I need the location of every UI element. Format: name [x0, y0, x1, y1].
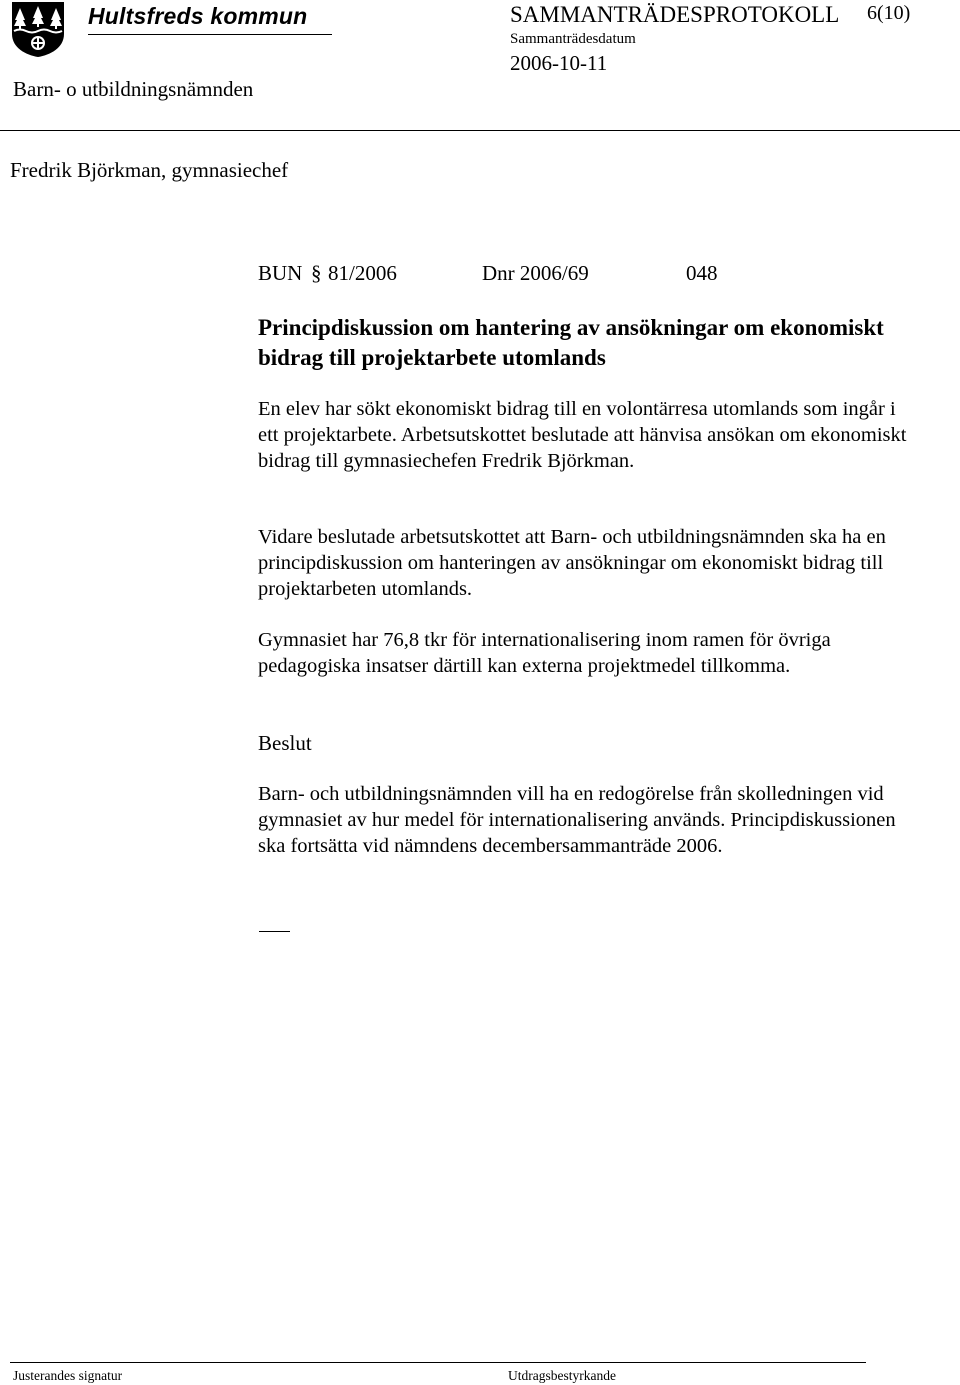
body-paragraph: En elev har sökt ekonomiskt bidrag till en volontärresa utomlands som ingår i ett projektarbete. Arbetsutskottet beslutade att hänvisa ansökan om ekonomiskt bidrag till gymnasiechefen Fredrik Björkman. — [258, 398, 907, 472]
paragraph-sign: § — [311, 261, 322, 285]
municipality-underline — [88, 34, 332, 35]
page-number: 6(10) — [867, 2, 911, 24]
case-code: 048 — [686, 261, 718, 285]
body-paragraph: Vidare beslutade arbetsutskottet att Barn- och utbildningsnämnden ska ha en principdiskussion om hanteringen av ansökningar om ekonomiskt bidrag till projektarbeten utomlands. — [258, 526, 886, 600]
case-reference — [258, 261, 758, 287]
attendee-line: Fredrik Björkman, gymnasiechef — [10, 158, 289, 182]
body-paragraph: Gymnasiet har 76,8 tkr för internationalisering inom ramen för övriga pedagogiska insatser därtill kan externa projektmedel tillkomma. — [258, 629, 831, 677]
header-divider — [0, 130, 960, 131]
dnr-number: Dnr 2006/69 — [482, 261, 589, 285]
committee-name: Barn- o utbildningsnämnden — [13, 77, 254, 101]
paragraph-number: 81/2006 — [328, 261, 397, 285]
bun-label: BUN — [258, 261, 303, 285]
date-label: Sammanträdesdatum — [510, 31, 636, 47]
document-type: SAMMANTRÄDESPROTOKOLL — [510, 2, 840, 27]
coat-of-arms-icon — [10, 0, 66, 58]
meeting-date: 2006-10-11 — [510, 51, 608, 75]
footer-divider — [10, 1362, 866, 1363]
decision-heading: Beslut — [258, 731, 312, 755]
signature-label: Justerandes signatur — [13, 1368, 123, 1383]
decision-paragraph: Barn- och utbildningsnämnden vill ha en redogörelse från skolledningen vid gymnasiet av hur medel för internationalisering används. Principdiskussionen ska fortsätta vid nämndens decembersammanträde 2006. — [258, 783, 896, 857]
certification-label: Utdragsbestyrkande — [508, 1368, 616, 1383]
section-end-rule — [259, 931, 290, 932]
case-title: Principdiskussion om hantering av ansökningar om ekonomiskt bidrag till projektarbete utomlands — [258, 315, 884, 370]
municipality-name: Hultsfreds kommun — [88, 3, 308, 29]
